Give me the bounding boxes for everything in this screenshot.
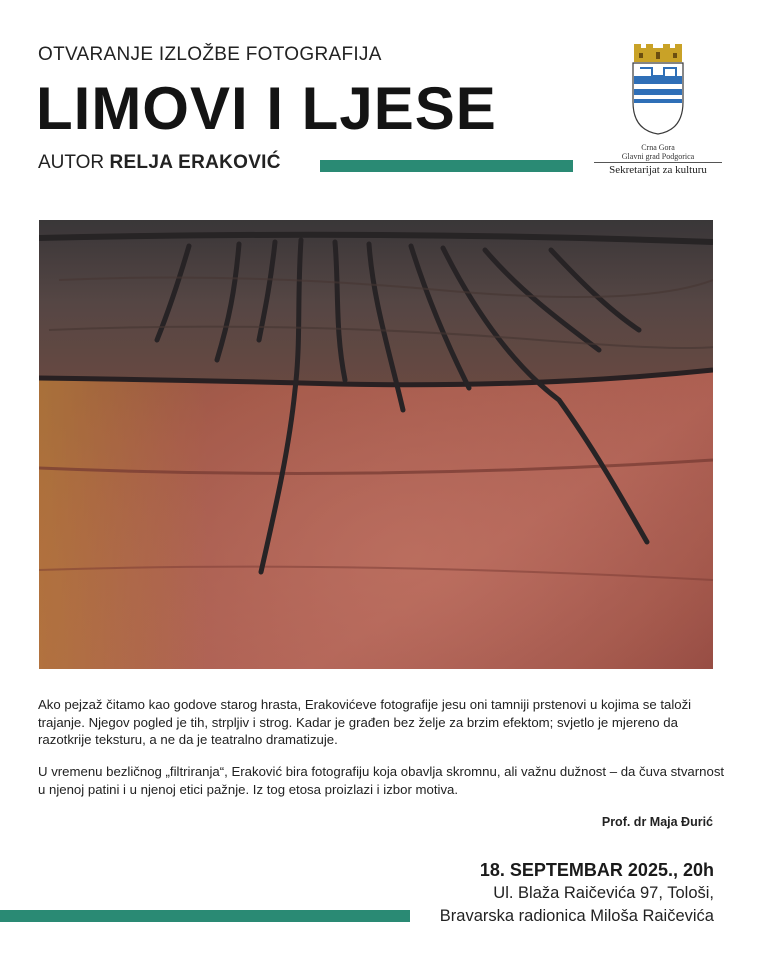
crest-city: Glavni grad Podgorica (621, 152, 695, 161)
author-prefix: AUTOR (38, 152, 110, 173)
page-title: LIMOVI I LJESE (36, 75, 497, 142)
crest-block (592, 44, 724, 179)
signature: Prof. dr Maja Đurić (601, 815, 713, 829)
crest-country: Crna Gora (641, 143, 675, 152)
intro-paragraph-1: Ako pejzaž čitamo kao godove starog hrasta, Erakovićeve fotografije jesu oni tamniji prstenovi u kojima se taloži trajanje. Njegov pogled je tih, strpljiv i strog. Kadar je građen bez želje za brzim efektom; svjetlo je mjereno da razotkrije teksturu, a ne da je teatralno dramatizuje. (38, 697, 692, 747)
kicker-text: OTVARANJE IZLOŽBE FOTOGRAFIJA (38, 44, 382, 65)
accent-bar-top (320, 160, 573, 172)
accent-bar-bottom (0, 910, 410, 922)
intro-paragraph-2: U vremenu bezličnog „filtriranja“, Eraković bira fotografiju koja obavlja skromnu, ali važnu dužnost – da čuva stvarnost u njenoj patini i u njenoj etici pažnje. Iz tog etosa proizlazi i izbor motiva. (38, 764, 725, 797)
podgorica-coat-of-arms-icon (630, 44, 686, 136)
crest-divider (594, 162, 722, 163)
photo-graphic (39, 220, 713, 669)
event-address-line1: Ul. Blaža Raičevića 97, Tološi, (493, 884, 714, 902)
author-line (38, 152, 281, 174)
event-address-line2: Bravarska radionica Miloša Raičevića (439, 907, 714, 925)
rusted-metal-sheets-photo (39, 220, 713, 669)
event-date: 18. SEPTEMBAR 2025., 20h (479, 860, 714, 880)
crest-department: Sekretarijat za kulturu (609, 164, 707, 176)
author-name: RELJA ERAKOVIĆ (109, 152, 281, 173)
